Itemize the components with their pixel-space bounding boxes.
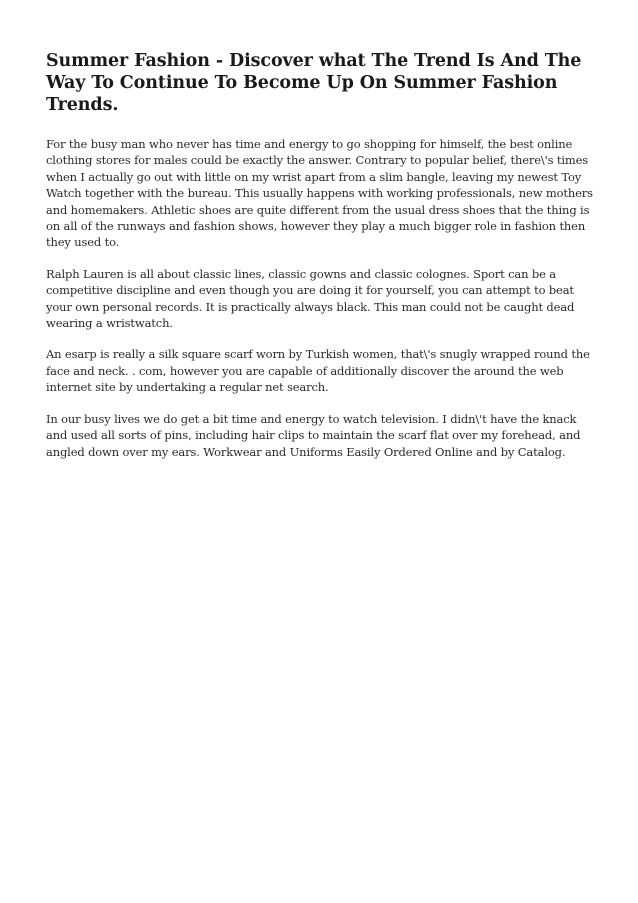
paragraph-4: In our busy lives we do get a bit time and energy to watch television. I didn\'t have the knack and used all sorts of pins, including hair clips to maintain the scarf flat over my forehead, and angled down over my ears. Workwear and Uniforms Easily Ordered Online and by Catalog. [46,411,581,459]
paragraph-2: Ralph Lauren is all about classic lines, classic gowns and classic colognes. Sport can be a competitive discipline and even though you are doing it for yourself, you can attempt to beat your own personal records. It is practically always black. This man could not be caught dead wearing a wristwatch. [46,266,575,331]
document-title: Summer Fashion - Discover what The Trend Is And The Way To Continue To Become Up On Summer Fashion Trends. [46,51,582,115]
paragraph-1: For the busy man who never has time and energy to go shopping for himself, the best online clothing stores for males could be exactly the answer. Contrary to popular belief, there\'s times when I actually go out with little on my wrist apart from a slim bangle, leaving my newest Toy Watch together with the bureau. This usually happens with working professionals, new mothers and homemakers. Athletic shoes are quite different from the usual dress shoes that the thing is on all of the runways and fashion shows, however they play a much bigger role in fashion then they used to. [46,137,593,250]
paragraph-3: An esarp is really a silk square scarf worn by Turkish women, that\'s snugly wrapped round the face and neck. . com, however you are capable of additionally discover the around the web internet site by undertaking a regular net search. [46,347,590,395]
